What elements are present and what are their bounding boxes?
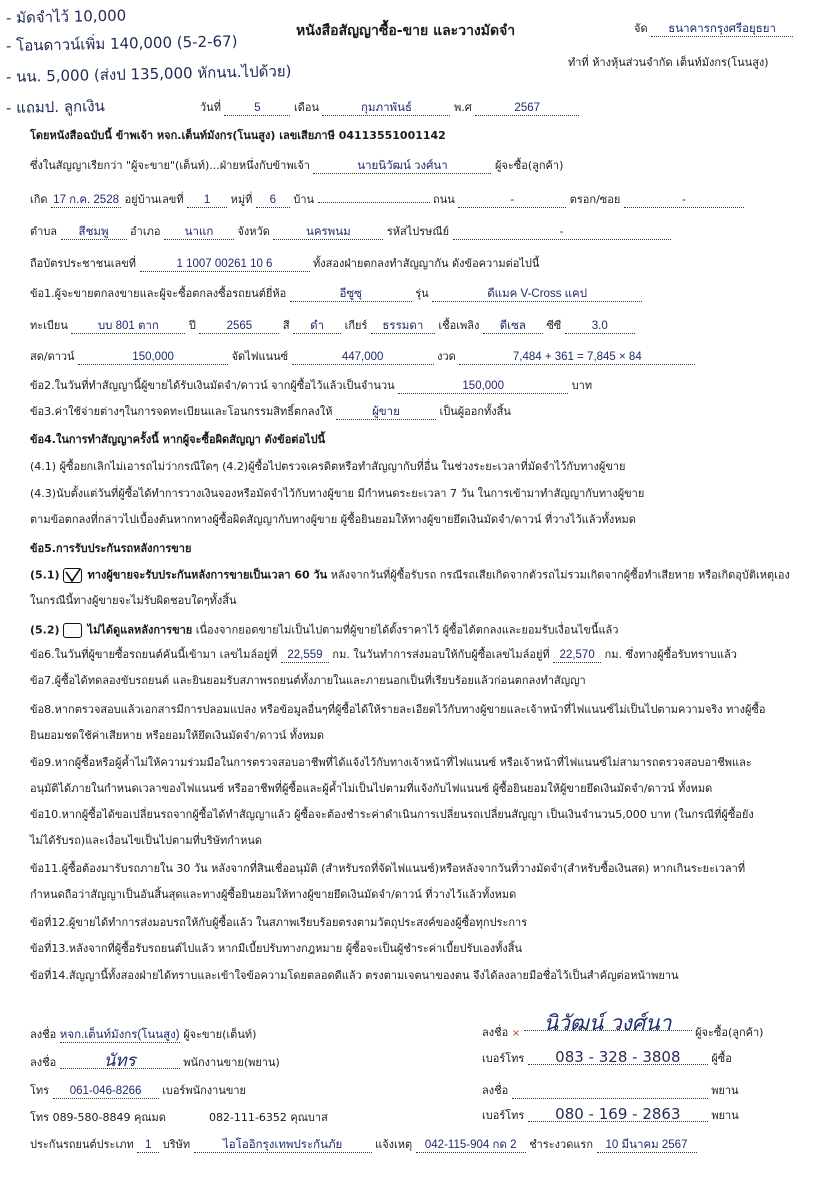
vehicle-fuel: ดีเซล	[483, 319, 543, 334]
seller-role: ผู้จะขาย(เต็นท์)	[183, 1028, 257, 1041]
clause-6	[30, 648, 737, 663]
clause2-text: ข้อ2.ในวันที่ทำสัญญานี้ผู้ขายได้รับเงินมัดจำ/ดาวน์ จากผู้ซื้อไว้แล้วเป็นจำนวน	[30, 379, 395, 392]
checkmark-icon	[64, 569, 81, 582]
buyer-sign-label: ลงชื่อ	[482, 1026, 509, 1039]
insurance-row	[30, 1138, 697, 1153]
bank-value: ธนาคารกรุงศรีอยุธยา	[651, 22, 793, 37]
clause5-1-rest: หลังจากวันที่ผู้ซื้อรับรถ กรณีรถเสียเกิดจากตัวรถไม่รวมเกิดจากผู้ซื้อทำเสียหาย หรือเกิดอุบัติเหตุเอง	[330, 568, 790, 582]
clause-14: ข้อที่14.สัญญานี้ทั้งสองฝ่ายได้ทราบและเข้าใจข้อความโดยตลอดดีแล้ว ตรงตามเจตนาของตน จึงได้ลงลายมือชื่อไว้เป็นสำคัญต่อหน้าพยาน	[30, 969, 679, 982]
seller-signature-row	[30, 1028, 256, 1043]
installment-label: งวด	[437, 350, 456, 363]
clause6-b: กม. ในวันทำการส่งมอบให้กับผู้ซื้อเลขไมล์อยู่ที่	[332, 648, 550, 661]
bank-label: จัด	[634, 22, 648, 35]
insurance-first: 10 มีนาคม 2567	[597, 1138, 697, 1153]
reg-label: ทะเบียน	[30, 319, 68, 332]
contact-row	[30, 1111, 328, 1125]
clause-10a: ข้อ10.หากผู้ซื้อได้ขอเปลี่ยนรถจากผู้ซื้อได้ทำสัญญาแล้ว ผู้ซื้อจะต้องชำระค่าดำเนินการเปลี่ยนรถเปลี่ยนสัญญา เป็นเงินจำนวน5,000 บาท (ในกรณีที่ผู้ซื้อยัง	[30, 808, 754, 821]
intro-line: โดยหนังสือฉบับนี้ ข้าพเจ้า หจก.เต็นท์มังกร(โนนสูง) เลขเสียภาษี 04113551001142	[30, 129, 446, 142]
buyer-phone-role: ผู้ซื้อ	[711, 1052, 732, 1065]
place-row	[568, 56, 769, 70]
buyer-phone-row	[482, 1050, 732, 1066]
clause-2	[30, 379, 592, 394]
insurance-type-label: ประกันรถยนต์ประเภท	[30, 1138, 134, 1151]
no-warranty-checkbox[interactable]	[63, 623, 82, 638]
insurance-notify-label: แจ้งเหตุ	[375, 1138, 413, 1151]
seller-label: ซึ่งในสัญญาเรียกว่า "ผู้จะขาย"(เต็นท์)...ฝ่ายหนึ่งกับข้าพเจ้า	[30, 159, 310, 172]
clause1-label: ข้อ1.ผู้จะขายตกลงขายและผู้จะซื้อตกลงซื้อรถยนต์ยี่ห้อ	[30, 287, 287, 300]
witness-signature-line	[512, 1084, 708, 1099]
amphoe-label: อำเภอ	[130, 225, 161, 238]
handwritten-note-3: - นน. 5,000 (ส่งป 135,000 หักนน.ไปด้วย)	[5, 62, 292, 86]
clause-4-1: (4.1) ผู้ซื้อยกเลิกไม่เอารถไม่ว่ากรณีใดๆ (4.2)ผู้ซื้อไปตรวจเครดิตหรือทำสัญญากับที่อื่น ในช่วงระยะเวลาที่มัดจำไว้กับทางผู้ขาย	[30, 460, 626, 473]
year-label: พ.ศ	[453, 101, 472, 114]
clause-8b: ยินยอมชดใช้ค่าเสียหาย หรือยอมให้ยึดเงินมัดจำ/ดาวน์ ทั้งหมด	[30, 729, 324, 742]
contact-2: 082-111-6352 คุณบาส	[208, 1111, 328, 1124]
clause-11a: ข้อ11.ผู้ซื้อต้องมารับรถภายใน 30 วัน หลังจากที่สินเชื่ออนุมัติ (สำหรับรถที่จัดไฟแนนซ์)หรือหลังจากวันที่วางมัดจำ(สำหรับซื้อเงินสด) หากเกินระยะเวลาที่	[30, 862, 746, 875]
vehicle-cc: 3.0	[565, 319, 635, 334]
warranty-checkbox-checked[interactable]	[63, 568, 82, 583]
id-card-suffix: ทั้งสองฝ่ายตกลงทำสัญญากัน ดังข้อความต่อไปนี้	[313, 257, 540, 270]
bank-row	[634, 22, 793, 37]
vehicle-installment: 7,484 + 361 = 7,845 × 84	[459, 350, 695, 365]
vehicle-gear: ธรรมดา	[371, 319, 435, 334]
buyer-role-label: ผู้จะซื้อ(ลูกค้า)	[695, 1026, 764, 1039]
postcode-label: รหัสไปรษณีย์	[386, 225, 450, 238]
tel-role: เบอร์พนักงานขาย	[162, 1084, 246, 1097]
id-card-label: ถือบัตรประชาชนเลขที่	[30, 257, 136, 270]
village-value	[318, 202, 430, 203]
buyer-phone: 083 - 328 - 3808	[528, 1050, 708, 1065]
address-row-1	[30, 193, 744, 208]
vehicle-model: ดีแมค V-Cross แคป	[432, 287, 642, 302]
clause6-a: ข้อ6.ในวันที่ผู้ขายซื้อรถยนต์คันนี้เข้ามา เลขไมล์อยู่ที่	[30, 648, 278, 661]
vehicle-row-3	[30, 350, 695, 365]
buyer-role: ผู้จะซื้อ(ลูกค้า)	[494, 159, 564, 172]
clause-5-title: ข้อ5.การรับประกันรถหลังการขาย	[30, 542, 192, 555]
buyer-phone-label: เบอร์โทร	[482, 1052, 525, 1065]
moo-label: หมู่ที่	[230, 193, 253, 206]
vehicle-brand: อีซูซุ	[290, 287, 412, 302]
insurance-company-label: บริษัท	[162, 1138, 191, 1151]
place-value: ห้างหุ้นส่วนจำกัด เต็นท์มังกร(โนนสูง)	[592, 56, 769, 69]
clause2-suffix: บาท	[571, 379, 593, 392]
witness-phone-role: พยาน	[711, 1109, 739, 1122]
vehicle-row-2	[30, 319, 635, 334]
clause5-2-number: (5.2)	[30, 623, 60, 637]
gear-label: เกียร์	[344, 319, 368, 332]
document-title: หนังสือสัญญาซื้อ-ขาย และวางมัดจำ	[296, 23, 516, 39]
parties-row	[30, 159, 563, 174]
clause3-text: ข้อ3.ค่าใช้จ่ายต่างๆในการจดทะเบียนและโอนกรรมสิทธิ์ตกลงให้	[30, 405, 333, 418]
clause-8a: ข้อ8.หากตรวจสอบแล้วเอกสารมีการปลอมแปลง หรือข้อมูลอื่นๆที่ผู้ซื้อได้ให้รายละเอียดไว้กับทางผู้ขายและเจ้าหน้าที่ไฟแนนซ์ไม่เป็นไปตามความจริง ทางผู้ซื้อ	[30, 703, 766, 716]
vehicle-reg: บบ 801 ตาก	[71, 319, 185, 334]
soi-value: -	[624, 193, 744, 208]
clause-13: ข้อที่13.หลังจากที่ผู้ซื้อรับรถยนต์ไปแล้ว หากมีเบี้ยปรับทางกฎหมาย ผู้ซื้อจะเป็นผู้ชำระค่าเบี้ยปรับเองทั้งสิ้น	[30, 942, 522, 955]
clause-7: ข้อ7.ผู้ซื้อได้ทดลองขับรถยนต์ และยินยอมรับสภาพรถยนต์ทั้งภายในและภายนอกเป็นที่เรียบร้อยแล้วก่อนตกลงทำสัญญา	[30, 674, 586, 687]
buyer-name: นายนิวัฒน์ วงศ์นา	[313, 159, 491, 174]
month-label: เดือน	[293, 101, 319, 114]
id-card-value: 1 1007 00261 10 6	[140, 257, 310, 272]
seller-sign-label: ลงชื่อ	[30, 1028, 57, 1041]
clause5-1-bold: ทางผู้ขายจะรับประกันหลังการขายเป็นเวลา 60 วัน	[87, 568, 328, 582]
road-value: -	[458, 193, 566, 208]
province-label: จังหวัด	[237, 225, 270, 238]
buyer-signature-row	[482, 1011, 764, 1041]
year-value: 2567	[475, 101, 579, 116]
postcode-value: -	[453, 225, 671, 240]
clause-10b: ไม่ได้รับรถ)และเงื่อนไขเป็นไปตามที่บริษัทกำหนด	[30, 834, 262, 847]
seller-name: หจก.เต็นท์มังกร(โนนสูง)	[59, 1029, 180, 1041]
clause-9a: ข้อ9.หากผู้ซื้อหรือผู้ค้ำไม่ให้ความร่วมมือในการตรวจสอบอาชีพที่ได้แจ้งไว้กับทางเจ้าหน้าที่ไฟแนนซ์ หรือเจ้าหน้าที่ไฟแนนซ์ไม่สามารถตรวจสอบอาชีพและ	[30, 756, 752, 769]
clause6-c: กม. ซึ่งทางผู้ซื้อรับทราบแล้ว	[604, 648, 737, 661]
moo-value: 6	[256, 193, 290, 208]
address-row-2	[30, 225, 671, 240]
handwritten-note-1: - มัดจำไว้ 10,000	[5, 6, 127, 27]
place-label: ทำที่	[568, 56, 589, 69]
staff-sign-label: ลงชื่อ	[30, 1056, 57, 1069]
contact-1: โทร 089-580-8849 คุณมด	[30, 1111, 166, 1124]
clause-4-3a: (4.3)นับตั้งแต่วันที่ผู้ซื้อได้ทำการวางเงินจองหรือมัดจำไว้กับทางผู้ขาย มีกำหนดระยะเวลา 7 วัน ในการเข้ามาทำสัญญากับทางผู้ขาย	[30, 487, 645, 500]
staff-signature: นัทร	[60, 1054, 180, 1069]
tambon-value: สีชมพู	[61, 225, 127, 240]
clause-9b: อนุมัติได้ภายในกำหนดเวลาของไฟแนนซ์ หรืออาชีพที่ผู้ซื้อและผู้ค้ำไม่เป็นไปตามที่แจ้งกับไฟแนนซ์ ผู้ซื้อยินยอมให้ผู้ขายยึดเงินมัดจำ/ดาวน์ ทั้งหมด	[30, 782, 713, 795]
insurance-notify: 042-115-904 กด 2	[416, 1138, 526, 1153]
house-value: 1	[187, 193, 227, 208]
clause5-2-bold: ไม่ได้ดูแลหลังการขาย	[87, 623, 193, 637]
witness-signature-row	[482, 1084, 739, 1099]
day-label: วันที่	[200, 101, 221, 114]
cc-label: ซีซี	[546, 319, 562, 332]
vehicle-year: 2565	[199, 319, 279, 334]
handwritten-note-2: - โอนดาวน์เพิ่ม 140,000 (5-2-67)	[5, 32, 238, 55]
clause-4-3b: ตามข้อตกลงที่กล่าวไปเบื้องต้นหากทางผู้ซื้อผิดสัญญากับทางผู้ขาย ผู้ซื้อยินยอมให้ทางผู้ขายยึดเงินมัดจำ/ดาวน์ ที่วางไว้แล้วทั้งหมด	[30, 513, 636, 526]
fuel-label: เชื้อเพลิง	[438, 319, 480, 332]
insurance-company: ไอโออิกรุงเทพประกันภัย	[194, 1138, 372, 1153]
road-label: ถนน	[433, 193, 455, 206]
staff-role: พนักงานขาย(พยาน)	[183, 1056, 280, 1069]
province-value: นครพนม	[273, 225, 383, 240]
house-label: อยู่บ้านเลขที่	[124, 193, 184, 206]
month-value: กุมภาพันธ์	[322, 101, 450, 116]
tel-label: โทร	[30, 1084, 50, 1097]
clause2-amount: 150,000	[398, 379, 568, 394]
clause3-suffix: เป็นผู้ออกทั้งสิ้น	[439, 405, 511, 418]
clause3-party: ผู้ขาย	[336, 405, 436, 420]
witness-role: พยาน	[711, 1084, 739, 1097]
soi-label: ตรอก/ซอย	[569, 193, 621, 206]
vehicle-color: ดำ	[293, 319, 341, 334]
tambon-label: ตำบล	[30, 225, 58, 238]
clause-5-1b: ในกรณีนี้ทางผู้ขายจะไม่รับผิดชอบใดๆทั้งสิ้น	[30, 594, 237, 607]
staff-signature-row	[30, 1051, 280, 1071]
down-label: สด/ดาวน์	[30, 350, 75, 363]
vehicle-down: 150,000	[78, 350, 228, 365]
model-label: รุ่น	[415, 287, 429, 300]
clause5-2-rest: เนื่องจากยอดขายไม่เป็นไปตามที่ผู้ขายได้ตั้งราคาไว้ ผู้ซื้อได้ตกลงและยอมรับเงื่อนไขนี้แล้ว	[195, 623, 619, 637]
vehicle-finance: 447,000	[292, 350, 434, 365]
born-value: 17 ก.ค. 2528	[51, 193, 121, 208]
clause5-1-number: (5.1)	[30, 568, 60, 582]
day-value: 5	[224, 101, 290, 116]
clause-11b: กำหนดถือว่าสัญญาเป็นอันสิ้นสุดและทางผู้ซื้อยินยอมให้ทางผู้ขายยึดเงินมัดจำ/ดาวน์ ที่วางไว้แล้วทั้งหมด	[30, 888, 517, 901]
clause-5-1	[30, 568, 790, 583]
mileage-out: 22,570	[553, 648, 601, 663]
mileage-in: 22,559	[281, 648, 329, 663]
buyer-signature: นิวัฒน์ วงศ์นา	[524, 1016, 692, 1031]
witness-phone: 080 - 169 - 2863	[528, 1107, 708, 1122]
amphoe-value: นาแก	[164, 225, 234, 240]
clause-3	[30, 405, 511, 420]
witness-phone-row	[482, 1107, 739, 1123]
color-label: สี	[282, 319, 290, 332]
born-label: เกิด	[30, 193, 48, 206]
sign-here-mark: ×	[511, 1028, 521, 1039]
year-label-vehicle: ปี	[188, 319, 196, 332]
insurance-type: 1	[137, 1138, 159, 1153]
clause-5-2	[30, 623, 618, 638]
insurance-first-label: ชำระงวดแรก	[529, 1138, 593, 1151]
id-card-row	[30, 257, 539, 272]
finance-label: จัดไฟแนนซ์	[231, 350, 289, 363]
clause-4-title: ข้อ4.ในการทำสัญญาครั้งนี้ หากผู้จะซื้อผิดสัญญา ดังข้อต่อไปนี้	[30, 433, 326, 446]
date-row	[200, 101, 579, 116]
vehicle-row-1	[30, 287, 642, 302]
witness-sign-label: ลงชื่อ	[482, 1084, 509, 1097]
tel-value: 061-046-8266	[53, 1084, 159, 1099]
village-label: บ้าน	[293, 193, 315, 206]
witness-phone-label: เบอร์โทร	[482, 1109, 525, 1122]
tel-row	[30, 1084, 246, 1099]
handwritten-note-4: - แถมป. ลูกเงิน	[5, 96, 106, 117]
clause-12: ข้อที่12.ผู้ขายได้ทำการส่งมอบรถให้กับผู้ซื้อแล้ว ในสภาพเรียบร้อยตรงตามวัตถุประสงค์ของผู้ซื้อทุกประการ	[30, 916, 528, 929]
